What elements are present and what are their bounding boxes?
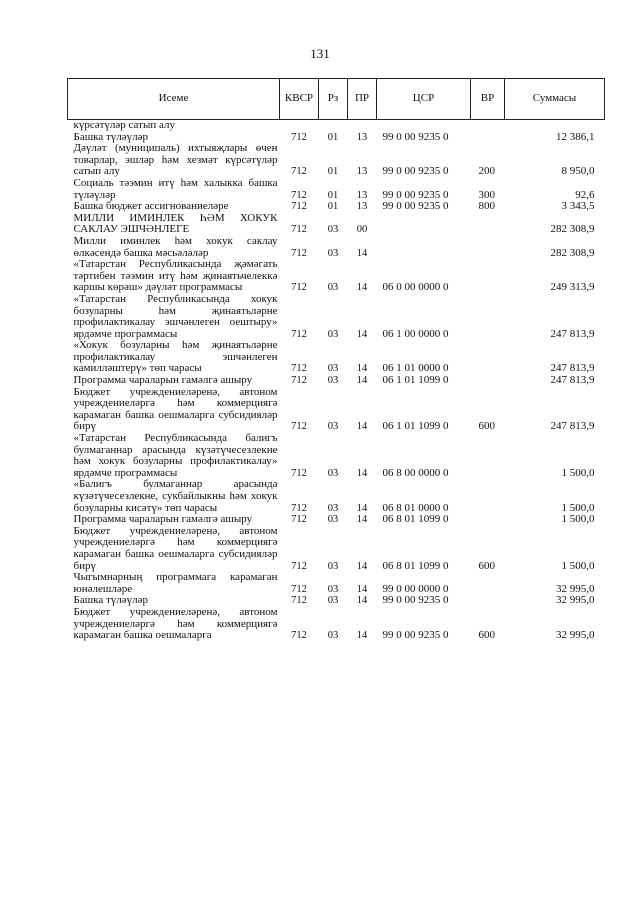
cell-vr bbox=[471, 259, 505, 294]
table-row bbox=[68, 607, 605, 642]
cell-name: Дәүләт (муниципаль) ихтыяҗлары өчен товарлар, эшләр һәм хезмәт күрсәтүләр сатып алу bbox=[73, 142, 278, 178]
cell-vr: 200 bbox=[478, 165, 495, 178]
cell-rz bbox=[319, 120, 348, 132]
cell-rz: 01 bbox=[327, 166, 339, 178]
cell-sum: 32 995,0 bbox=[556, 594, 595, 607]
cell-pr: 14 bbox=[356, 247, 368, 259]
cell-sum: 247 813,9 bbox=[550, 420, 595, 433]
table-row bbox=[68, 201, 605, 213]
cell-pr: 13 bbox=[356, 131, 368, 143]
cell-sum: 32 995,0 bbox=[556, 629, 595, 642]
cell-vr bbox=[471, 375, 505, 387]
cell-csr bbox=[377, 213, 471, 236]
cell-pr: 14 bbox=[356, 375, 368, 387]
cell-vr: 600 bbox=[478, 420, 495, 433]
cell-vr bbox=[471, 120, 505, 132]
cell-csr: 99 0 00 9235 0 bbox=[382, 594, 449, 607]
cell-kvsr: 712 bbox=[291, 131, 307, 143]
cell-csr: 99 0 00 9235 0 bbox=[382, 188, 449, 201]
cell-sum: 1 500,0 bbox=[561, 501, 595, 514]
cell-sum: 247 813,9 bbox=[550, 374, 595, 387]
table-row bbox=[68, 340, 605, 375]
cell-kvsr: 712 bbox=[291, 282, 307, 294]
cell-kvsr: 712 bbox=[291, 583, 307, 595]
cell-vr bbox=[471, 294, 505, 340]
cell-pr: 14 bbox=[356, 282, 368, 294]
cell-sum: 247 813,9 bbox=[550, 362, 595, 375]
cell-pr: 14 bbox=[356, 328, 368, 340]
cell-csr: 06 8 01 1099 0 bbox=[382, 559, 449, 572]
cell-sum: 3 343,5 bbox=[561, 200, 595, 213]
cell-vr bbox=[471, 572, 505, 595]
cell-kvsr: 712 bbox=[291, 189, 307, 201]
cell-csr: 99 0 00 0000 0 bbox=[382, 582, 449, 595]
cell-kvsr: 712 bbox=[291, 630, 307, 642]
cell-pr: 14 bbox=[356, 514, 368, 526]
cell-sum: 247 813,9 bbox=[550, 327, 595, 340]
table-row bbox=[68, 572, 605, 595]
table-row bbox=[68, 143, 605, 178]
column-header-kvsr: КВСР bbox=[280, 79, 319, 120]
cell-rz: 03 bbox=[327, 502, 339, 514]
cell-vr bbox=[471, 132, 505, 144]
cell-name: «Татарстан Республикасында җәмәгать тәртибен тәэмин итү һәм җинаятьчелеккә каршы көрәш» дәүләт программасы bbox=[73, 258, 278, 294]
cell-name: Программа чараларын гамәлгә ашыру bbox=[73, 374, 253, 387]
column-header-rz: Рз bbox=[319, 79, 348, 120]
cell-sum: 1 500,0 bbox=[561, 559, 595, 572]
cell-name: Социаль тәэмин итү һәм халыкка башка түләүләр bbox=[73, 176, 278, 201]
cell-name: Бюджет учреждениеләренә, автоном учреждениеләргә һәм коммерциягә карамаган башка оешмаларга субсидияләр бирү bbox=[73, 524, 278, 572]
cell-vr: 600 bbox=[478, 559, 495, 572]
cell-name: МИЛЛИ ИМИНЛЕК ҺӘМ ХОКУК САКЛАУ ЭШЧӘНЛЕГЕ bbox=[73, 211, 278, 236]
cell-vr: 600 bbox=[478, 629, 495, 642]
table-row bbox=[68, 526, 605, 572]
cell-vr bbox=[471, 514, 505, 526]
cell-kvsr: 712 bbox=[291, 224, 307, 236]
cell-csr bbox=[377, 120, 471, 132]
table-row bbox=[68, 433, 605, 479]
cell-csr: 06 1 01 1099 0 bbox=[382, 374, 449, 387]
cell-rz: 03 bbox=[327, 467, 339, 479]
cell-rz: 03 bbox=[327, 583, 339, 595]
cell-name: Бюджет учреждениеләренә, автоном учреждениеләргә һәм коммерциягә карамаган башка оешмаларга субсидияләр бирү bbox=[73, 385, 278, 433]
cell-kvsr: 712 bbox=[291, 560, 307, 572]
cell-sum: 249 313,9 bbox=[550, 281, 595, 294]
cell-vr bbox=[471, 479, 505, 514]
table-row bbox=[68, 120, 605, 132]
cell-kvsr: 712 bbox=[291, 595, 307, 607]
cell-kvsr bbox=[280, 120, 319, 132]
table-header bbox=[68, 79, 605, 120]
cell-pr: 14 bbox=[356, 502, 368, 514]
cell-csr: 99 0 00 9235 0 bbox=[382, 200, 449, 213]
budget-table bbox=[67, 78, 605, 642]
cell-name: күрсәтүләр сатып алу bbox=[73, 119, 175, 131]
table-row bbox=[68, 259, 605, 294]
cell-csr: 99 0 00 9235 0 bbox=[382, 130, 449, 143]
cell-sum: 1 500,0 bbox=[561, 466, 595, 479]
cell-kvsr: 712 bbox=[291, 166, 307, 178]
cell-csr: 06 1 00 0000 0 bbox=[382, 327, 449, 340]
cell-rz: 03 bbox=[327, 328, 339, 340]
cell-sum: 282 308,9 bbox=[550, 223, 595, 236]
cell-vr: 300 bbox=[478, 188, 495, 201]
cell-pr: 13 bbox=[356, 189, 368, 201]
cell-name: Башка бюджет ассигнованиеләре bbox=[73, 200, 229, 213]
cell-name: Башка түләүләр bbox=[73, 594, 149, 607]
cell-kvsr: 712 bbox=[291, 375, 307, 387]
cell-pr: 13 bbox=[356, 201, 368, 213]
cell-rz: 03 bbox=[327, 247, 339, 259]
cell-rz: 01 bbox=[327, 131, 339, 143]
cell-kvsr: 712 bbox=[291, 502, 307, 514]
cell-sum bbox=[505, 120, 605, 132]
cell-csr: 06 8 00 0000 0 bbox=[382, 466, 449, 479]
cell-pr bbox=[348, 120, 377, 132]
cell-rz: 03 bbox=[327, 514, 339, 526]
cell-pr: 14 bbox=[356, 595, 368, 607]
table-row bbox=[68, 375, 605, 387]
cell-pr: 14 bbox=[356, 421, 368, 433]
cell-name: «Татарстан Республикасында хокук бозуларны һәм җинаятьләрне профилактикалау эшчәнлеген оештыру» ярдәмче программасы bbox=[73, 292, 278, 340]
cell-pr: 14 bbox=[356, 630, 368, 642]
cell-csr: 06 0 00 0000 0 bbox=[382, 281, 449, 294]
cell-kvsr: 712 bbox=[291, 201, 307, 213]
cell-kvsr: 712 bbox=[291, 328, 307, 340]
cell-rz: 03 bbox=[327, 363, 339, 375]
cell-pr: 14 bbox=[356, 467, 368, 479]
column-header-sum: Суммасы bbox=[505, 79, 605, 120]
cell-name: Милли иминлек һәм хокук саклау өлкәсендә башка мәсьәләләр bbox=[73, 234, 278, 259]
cell-kvsr: 712 bbox=[291, 514, 307, 526]
table-body bbox=[68, 120, 605, 642]
cell-rz: 03 bbox=[327, 630, 339, 642]
page-number: 131 bbox=[310, 46, 330, 61]
cell-pr: 14 bbox=[356, 363, 368, 375]
cell-name: Бюджет учреждениеләренә, автоном учреждениеләргә һәм коммерциягә карамаган башка оешмаларга bbox=[73, 605, 278, 642]
cell-rz: 03 bbox=[327, 560, 339, 572]
cell-csr: 06 8 01 1099 0 bbox=[382, 513, 449, 526]
cell-pr: 14 bbox=[356, 560, 368, 572]
table-row bbox=[68, 236, 605, 259]
cell-kvsr: 712 bbox=[291, 421, 307, 433]
cell-vr bbox=[471, 433, 505, 479]
cell-sum: 282 308,9 bbox=[550, 246, 595, 259]
table-row bbox=[68, 387, 605, 433]
cell-csr: 99 0 00 9235 0 bbox=[382, 165, 449, 178]
cell-sum: 12 386,1 bbox=[556, 130, 595, 143]
cell-csr: 06 8 01 0000 0 bbox=[382, 501, 449, 514]
cell-vr bbox=[471, 213, 505, 236]
cell-name: Чыгымнарның программага карамаган юнәлешләре bbox=[73, 571, 278, 595]
cell-vr bbox=[471, 340, 505, 375]
cell-sum: 8 950,0 bbox=[561, 165, 595, 178]
cell-rz: 01 bbox=[327, 201, 339, 213]
cell-pr: 14 bbox=[356, 583, 368, 595]
cell-rz: 03 bbox=[327, 224, 339, 236]
cell-kvsr: 712 bbox=[291, 363, 307, 375]
cell-csr: 06 1 01 1099 0 bbox=[382, 420, 449, 433]
column-header-csr: ЦСР bbox=[377, 79, 471, 120]
cell-vr: 800 bbox=[478, 200, 495, 213]
cell-csr: 99 0 00 9235 0 bbox=[382, 629, 449, 642]
table-row bbox=[68, 178, 605, 201]
cell-rz: 03 bbox=[327, 375, 339, 387]
cell-sum: 92,6 bbox=[575, 188, 595, 201]
cell-csr: 06 1 01 0000 0 bbox=[382, 362, 449, 375]
cell-rz: 03 bbox=[327, 595, 339, 607]
cell-vr bbox=[471, 595, 505, 607]
cell-rz: 03 bbox=[327, 421, 339, 433]
cell-sum: 32 995,0 bbox=[556, 582, 595, 595]
table-row bbox=[68, 479, 605, 514]
cell-name: «Хокук бозуларны һәм җинаятьләрне профилактикалау эшчәнлеген камилләштерү» төп чарасы bbox=[73, 339, 278, 375]
cell-csr bbox=[377, 236, 471, 259]
cell-name: Башка түләүләр bbox=[73, 130, 149, 143]
cell-rz: 03 bbox=[327, 282, 339, 294]
table-row bbox=[68, 213, 605, 236]
column-header-vr: ВР bbox=[471, 79, 505, 120]
cell-name: «Балигъ булмаганнар арасында күзәтүчесезлекне, сукбайлыкны һәм хокук бозуларны кисәтү» төп чарасы bbox=[73, 478, 278, 514]
cell-sum: 1 500,0 bbox=[561, 513, 595, 526]
cell-vr bbox=[471, 236, 505, 259]
cell-kvsr: 712 bbox=[291, 247, 307, 259]
cell-pr: 00 bbox=[356, 224, 368, 236]
cell-pr: 13 bbox=[356, 166, 368, 178]
cell-name: Программа чараларын гамәлгә ашыру bbox=[73, 513, 253, 526]
column-header-pr: ПР bbox=[348, 79, 377, 120]
cell-name: «Татарстан Республикасында балигъ булмаганнар арасында күзәтүчесезлекне һәм хокук бозуларны профилактикалау» ярдәмче программасы bbox=[73, 432, 278, 479]
cell-kvsr: 712 bbox=[291, 467, 307, 479]
cell-rz: 01 bbox=[327, 189, 339, 201]
table-row bbox=[68, 294, 605, 340]
column-header-name: Исеме bbox=[68, 79, 280, 120]
